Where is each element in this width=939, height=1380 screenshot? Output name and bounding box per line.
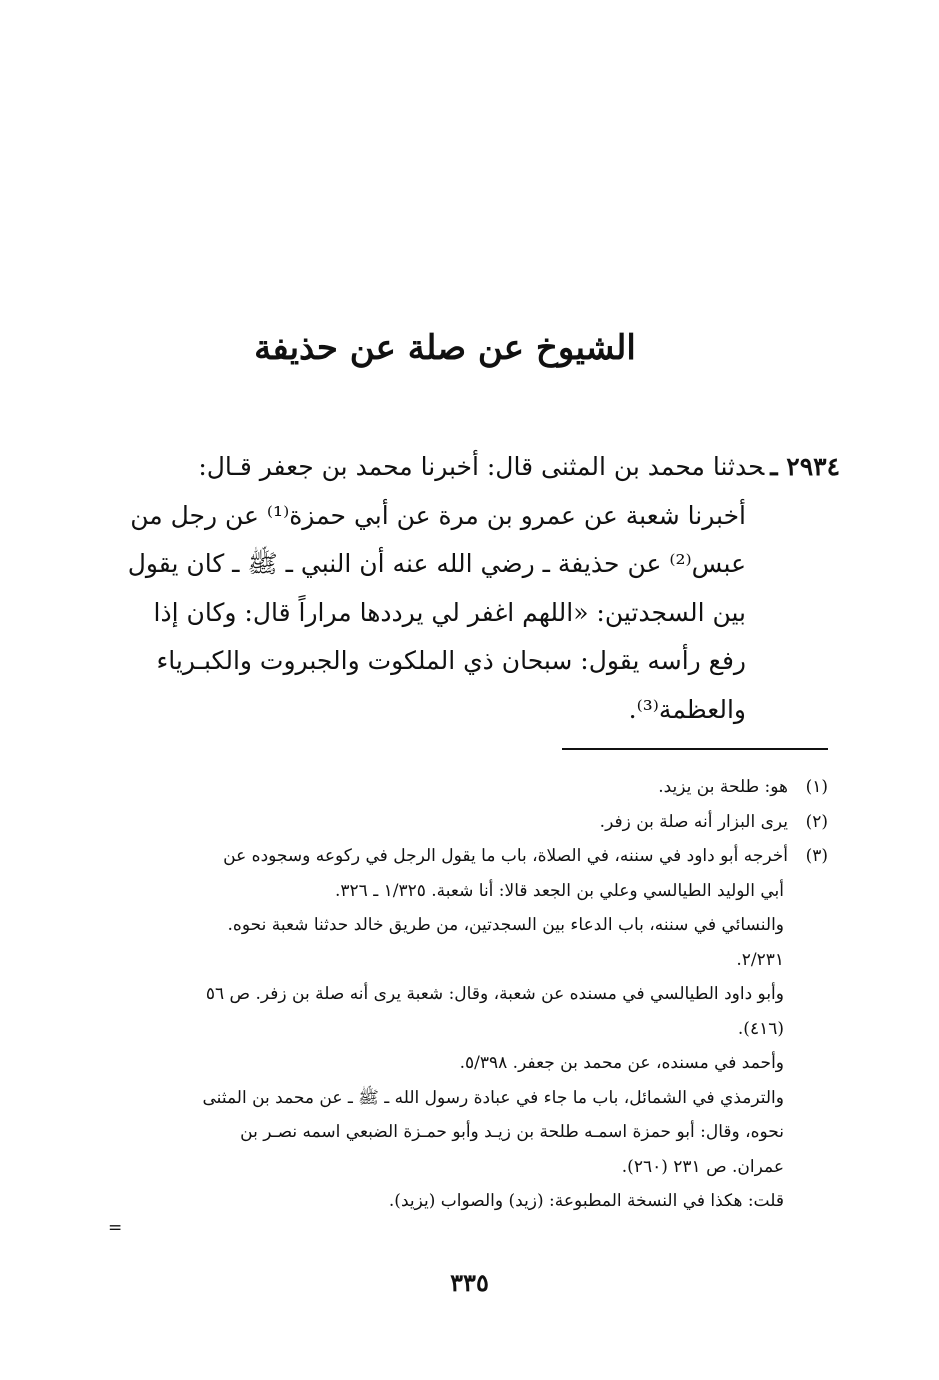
footnote-line: عمران. ص ٢٣١ (٢٦٠).	[621, 1156, 784, 1177]
footnote-line: نحوه، وقال: أبو حمزة اسمـه طلحة بن زيـد وأبو حمـزة الضبعي اسمه نصـر بن	[240, 1122, 784, 1142]
hadith-line-3: عبس⁽²⁾ عن حذيفة ـ رضي الله عنه أن النبي ـ ﷺ ـ كان يقول	[128, 549, 746, 578]
footnote-line: وأحمد في مسنده، عن محمد بن جعفر. ٥/٣٩٨.	[459, 1053, 784, 1073]
footnote-marker: (٢)	[805, 811, 828, 832]
footnote-line: ٢/٢٣١.	[736, 949, 784, 970]
section-title: الشيوخ عن صلة عن حذيفة	[254, 328, 636, 368]
hadith-number: ٢٩٣٤ ـ	[770, 452, 840, 481]
hadith-line-6: والعظمة⁽³⁾.	[628, 694, 746, 724]
footnote-line: (٣)أخرجه أبو داود في سننه، في الصلاة، باب ما يقول الرجل في ركوعه وسجوده عن	[128, 839, 828, 874]
footnote-marker: (٣)	[805, 846, 828, 866]
page-number: ٣٣٥	[450, 1268, 489, 1297]
footnote-line: والترمذي في الشمائل، باب ما جاء في عبادة رسول الله ـ ﷺ ـ عن محمد بن المثنى	[202, 1087, 784, 1108]
hadith-line-4: بين السجدتين: «اللهم اغفر لي يرددها مراراً قال: وكان إذا	[153, 597, 746, 627]
hadith-line-5: رفع رأسه يقول: سبحان ذي الملكوت والجبروت والكبـرياء	[156, 646, 746, 675]
footnote-line: (٢)يرى البزار أنه صلة بن زفر.	[128, 805, 828, 840]
continuation-mark: =	[108, 1218, 123, 1238]
footnote-line: (٤١٦).	[737, 1018, 784, 1039]
hadith-line-1: ٢٩٣٤ ـحدثنا محمد بن المثنى قال: أخبرنا محمد بن جعفر قـال:	[198, 452, 840, 481]
footnote-line: (١)هو: طلحة بن يزيد.	[128, 770, 828, 805]
footnote-marker: (١)	[805, 777, 828, 797]
footnote-line: أبي الوليد الطيالسي وعلي بن الجعد قالا: أنا شعبة. ١/٣٢٥ ـ ٣٢٦.	[334, 880, 784, 901]
hadith-line-2: أخبرنا شعبة عن عمرو بن مرة عن أبي حمزة⁽¹⁾ عن رجل من	[130, 500, 746, 530]
hadith-text	[128, 443, 840, 734]
footnote-line: قلت: هكذا في النسخة المطبوعة: (زيد) والصواب (يزيد).	[388, 1191, 784, 1211]
footnotes	[128, 770, 828, 1219]
footnote-line: وأبو داود الطيالسي في مسنده عن شعبة، وقال: شعبة يرى أنه صلة بن زفر. ص ٥٦	[205, 984, 784, 1004]
footnote-separator	[562, 748, 828, 750]
footnote-line: والنسائي في سننه، باب الدعاء بين السجدتين، من طريق خالد حدثنا شعبة نحوه.	[227, 915, 784, 935]
